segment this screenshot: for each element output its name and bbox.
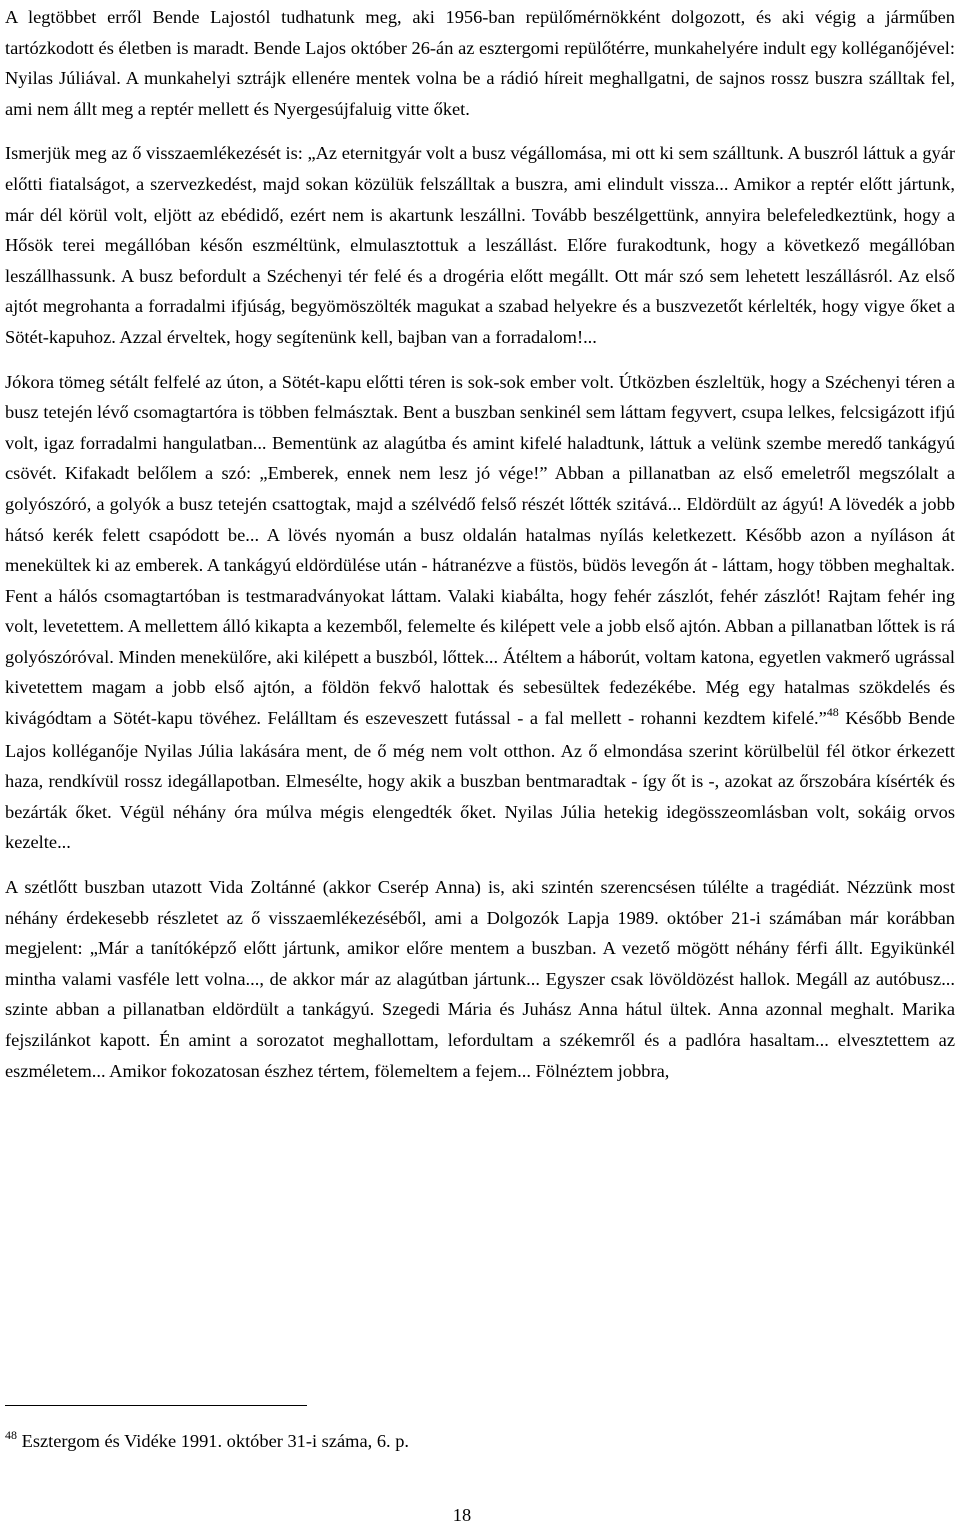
- footnote-separator: [5, 1405, 307, 1406]
- page-number: 18: [452, 1505, 472, 1525]
- footnote-reference: 48: [826, 705, 839, 720]
- footnote: [5, 1428, 955, 1456]
- footnote-text: Esztergom és Vidéke 1991. október 31-i száma, 6. p.: [21, 1431, 410, 1451]
- paragraph-2: Ismerjük meg az ő visszaemlékezését is: „Az eternitgyár volt a busz végállomása, mi ott ki sem szálltunk. A buszról láttuk a gyár előtti fiatalságot, a szervezkedést, majd sokan közülük felszálltak a buszra, ami elindult vissza... Amikor a reptér előtt jártunk, már dél körül volt, eljött az ebédidő, ezért nem is akartunk leszállni. Tovább beszélgettünk, annyira belefeledkeztünk, hogy a Hősök terei megállóban későn eszméltünk, elmulasztottuk a leszállást. Előre furakodtunk, hogy a következő megállóban leszállhassunk. A busz befordult a Széchenyi tér felé és a drogéria előtt megállt. Ott már szó sem lehetett leszállásról. Az első ajtót megrohanta a forradalmi ifjúság, begyömöszölték magukat a szabad helyekre és a buszvezetőt kérlelték, hogy vigye őket a Sötét-kapuhoz. Azzal érveltek, hogy segítenünk kell, bajban van a forradalom!...: [5, 143, 955, 347]
- footnote-number: 48: [5, 1428, 17, 1442]
- paragraph-4: A szétlőtt buszban utazott Vida Zoltánné (akkor Cserép Anna) is, aki szintén szerencsésen túlélte a tragédiát. Nézzünk most néhány érdekesebb részletet az ő visszaemlékezéséből, ami a Dolgozók Lapja 1989. október 21-i számában már korábban megjelent: „Már a tanítóképző előtt jártunk, amikor előre mentem a buszban. A vezető mögött néhány férfi állt. Egyikünkél mintha valami vasféle lett volna..., de akkor már az alagútban jártunk... Egyszer csak lövöldözést hallok. Megáll az autóbusz... szinte abban a pillanatban eldördült a tankágyú. Szegedi Mária és Juhász Anna hátul ültek. Anna azonnal meghalt. Marika fejszilánkot kapott. Én amint a sorozatot meghallottam, lefordultam a székemről és a padlóra hasaltam... elvesztettem az eszméletem... Amikor fokozatosan észhez tértem, fölemeltem a fejem... Fölnéztem jobbra,: [5, 877, 955, 1081]
- paragraph-1: A legtöbbet erről Bende Lajostól tudhatunk meg, aki 1956-ban repülőmérnökként dolgozott, és aki végig a járműben tartózkodott és életben is maradt. Bende Lajos október 26-án az esztergomi repülőtérre, munkahelyére indult egy kolléganőjével: Nyilas Júliával. A munkahelyi sztrájk ellenére mentek volna be a rádió híreit meghallgatni, de sajnos rossz buszra szálltak fel, ami nem állt meg a reptér mellett és Nyergesújfaluig vitte őket.: [5, 7, 955, 119]
- document-body: [5, 2, 955, 1100]
- paragraph-3: [5, 367, 955, 859]
- paragraph-3-text: Jókora tömeg sétált felfelé az úton, a Sötét-kapu előtti téren is sok-sok ember volt. Útközben észleltük, hogy a Széchenyi téren a busz tetején lévő csomagtartóra is többen felmásztak. Bent a buszban senkinél sem láttam fegyvert, csupa lelkes, felcsigázott ifjú volt, igaz forradalmi hangulatban... Bementünk az alagútba és amint kifelé haladtunk, láttuk a velünk szembe meredő tankágyú csövét. Kifakadt belőlem a szó: „Emberek, ennek nem lesz jó vége!” Abban a pillanatban az első emeletről megszólalt a golyószóró, a golyók a busz tetején csattogtak, majd a szélvédő felső részét lőtték szitává... Eldördült az ágyú! A lövedék a jobb hátsó kerék felett csapódott be... A lövés nyomán a busz oldalán hatalmas nyílás keletkezett. Később azon a nyíláson át menekültek ki az emberek. A tankágyú eldördülése után - hátranézve a füstös, büdös levegőn át - láttam, hogy többen meghaltak. Fent a hálós csomagtartóban is testmaradványokat láttam. Valaki kiabálta, hogy fehér zászlót, fehér zászlót! Rajtam fehér ing volt, levetettem. A mellettem álló kikapta a kezemből, felemelte és kilépett vele a jobb első ajtón. Abban a pillanatban lőttek is rá golyószóróval. Minden menekülőre, aki kilépett a buszból, lőttek... Átéltem a háborút, voltam katona, egyetlen vakmerő ugrással kivetettem magam a jobb első ajtón, a földön fekvő halottak és sebesültek fedezékébe. Még egy hatalmas szökdelés és kivágódtam a Sötét-kapu tövéhez. Felálltam és eszeveszett futással - a fal mellett - rohanni kezdtem kifelé.”: [5, 371, 955, 729]
- paragraph-3-continuation: Később Bende Lajos kolléganője Nyilas Júlia lakására ment, de ő még nem volt otthon. Az ő elmondása szerint körülbelül fél ötkor érkezett haza, rendkívül rossz idegállapotban. Elmesélte, hogy akik a buszban bentmaradtak - így őt is -, azokat az őrszobára kísérték és bezárták őket. Végül néhány óra múlva mégis elengedték őket. Nyilas Júlia hetekig idegösszeomlásban volt, sokáig orvos kezelte...: [5, 708, 955, 853]
